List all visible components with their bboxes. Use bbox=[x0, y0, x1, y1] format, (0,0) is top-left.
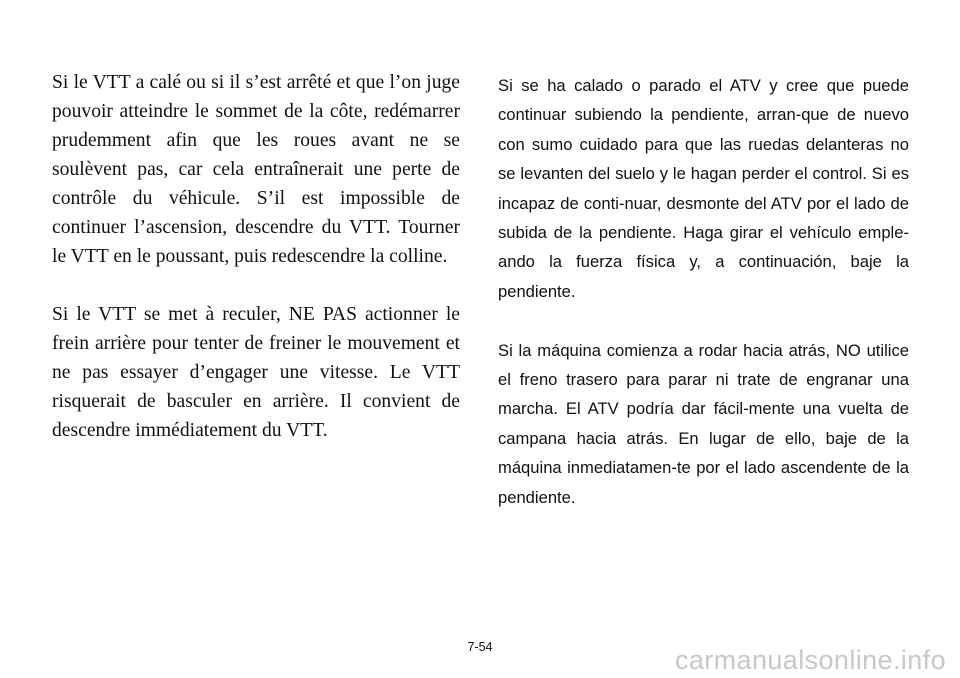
watermark: carmanualsonline.info bbox=[674, 645, 946, 675]
spanish-column bbox=[498, 71, 909, 512]
spanish-paragraph-2: Si la máquina comienza a rodar hacia atrás, NO utilice el freno trasero para parar ni trate de engranar una marcha. El ATV podría dar fácil-mente una vuelta de campana hacia atrás. En lugar de ello, baje de la máquina inmediatamen-te por el lado ascendente de la pendiente. bbox=[498, 340, 909, 507]
page-number: 7-54 bbox=[467, 640, 493, 654]
french-column bbox=[52, 68, 460, 445]
french-paragraph-1: Si le VTT a calé ou si il s’est arrêté et que l’on juge pouvoir atteindre le sommet de la côte, redémarrer prudemment afin que les roues avant ne se soulèvent pas, car cela entraînerait une perte de contrôle du véhicule. S’il est impossible de continuer l’ascension, descendre du VTT. Tourner le VTT en le poussant, puis redescendre la colline. bbox=[52, 72, 460, 267]
french-paragraph-2: Si le VTT se met à reculer, NE PAS actionner le frein arrière pour tenter de freiner le mouvement et ne pas essayer d’engager une vitesse. Le VTT risquerait de basculer en arrière. Il convient de descendre immédiatement du VTT. bbox=[52, 304, 460, 441]
spanish-paragraph-1: Si se ha calado o parado el ATV y cree que puede continuar subiendo la pendiente, arran-que de nuevo con sumo cuidado para que las ruedas delanteras no se levanten del suelo y le hagan perder el control. Si es incapaz de conti-nuar, desmonte del ATV por el lado de subida de la pendiente. Haga girar el vehículo emple-ando la fuerza física y, a continuación, baje la pendiente. bbox=[498, 76, 909, 301]
